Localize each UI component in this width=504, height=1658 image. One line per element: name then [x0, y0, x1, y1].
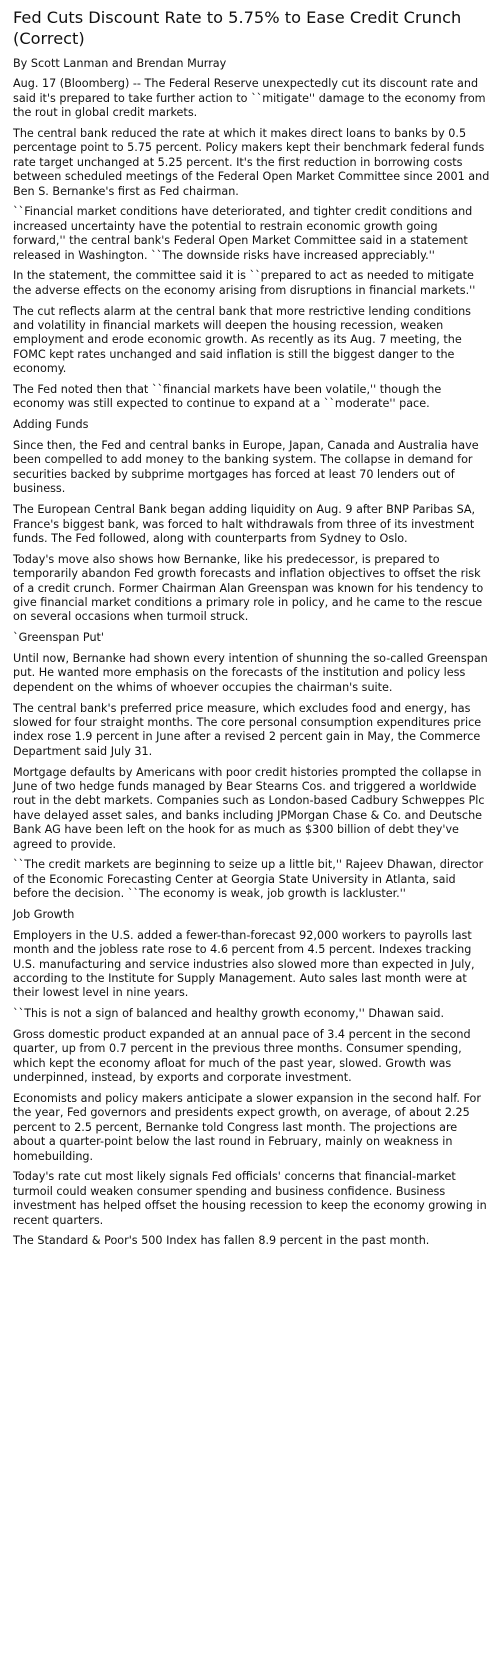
paragraph: The Standard & Poor's 500 Index has fallen 8.9 percent in the past month. — [13, 1234, 430, 1248]
paragraph: Since then, the Fed and central banks in Europe, Japan, Canada and Australia have been compelled to add money to the banking system. The collapse in demand for securities backed by subprime mortgages has forced at least 70 lenders out of business. — [13, 439, 479, 496]
paragraph: In the statement, the committee said it is ``prepared to act as needed to mitigate the adverse effects on the economy arising from disruptions in financial markets.'' — [13, 269, 476, 297]
paragraph: ``This is not a sign of balanced and healthy growth economy,'' Dhawan said. — [13, 1007, 445, 1021]
section-heading: `Greenspan Put' — [13, 631, 105, 645]
paragraph: Employers in the U.S. added a fewer-than-forecast 92,000 workers to payrolls last month and the jobless rate rose to 4.6 percent from 4.5 percent. Indexes tracking U.S. manufacturing and service industries also slowed more than expected in July, according to the Institute for Supply Management. Auto sales last month were at their lowest level in nine years. — [13, 928, 475, 1000]
paragraph: Mortgage defaults by Americans with poor credit histories prompted the collapse in June of two hedge funds managed by Bear Stearns Cos. and triggered a worldwide rout in the debt markets. Companies such as London-based Cadbury Schweppes Plc have delayed asset sales, and banks including JPMorgan Chase & Co. and Deutsche Bank AG have been left on the hook for as much as $300 billion of debt they've agreed to provide. — [13, 765, 485, 851]
paragraph: Until now, Bernanke had shown every intention of shunning the so-called Greenspan put. He wanted more emphasis on the forecasts of the institution and policy less dependent on the whims of whoever occupies the chairman's suite. — [13, 651, 488, 694]
paragraph: Today's rate cut most likely signals Fed officials' concerns that financial-market turmoil could weaken consumer spending and business confidence. Business investment has helped offset the housing recession to keep the economy growing in recent quarters. — [13, 1170, 487, 1227]
paragraph: The central bank's preferred price measure, which excludes food and energy, has slowed for four straight months. The core personal consumption expenditures price index rose 1.9 percent in June after a revised 2 percent gain in May, the Commerce Department said July 31. — [13, 701, 482, 758]
article-headline: Fed Cuts Discount Rate to 5.75% to Ease Credit Crunch (Correct) — [13, 8, 462, 48]
section-heading: Job Growth — [13, 907, 75, 921]
paragraph: Aug. 17 (Bloomberg) -- The Federal Reserve unexpectedly cut its discount rate and said it's prepared to take further action to ``mitigate'' damage to the economy from the rout in global credit markets. — [13, 77, 486, 120]
paragraph: The central bank reduced the rate at which it makes direct loans to banks by 0.5 percentage point to 5.75 percent. Policy makers kept their benchmark federal funds rate target unchanged at 5.25 percent. It's the first reduction in borrowing costs between scheduled meetings of the Federal Open Market Committee since 2001 and Ben S. Bernanke's first as Fed chairman. — [13, 127, 490, 198]
paragraph: The European Central Bank began adding liquidity on Aug. 9 after BNP Paribas SA, France's biggest bank, was forced to halt withdrawals from three of its investment funds. The Fed followed, along with counterparts from Sydney to Oslo. — [13, 503, 476, 545]
paragraph: The Fed noted then that ``financial markets have been volatile,'' though the economy was still expected to continue to expand at a ``moderate'' pace. — [13, 383, 442, 411]
paragraph: ``The credit markets are beginning to seize up a little bit,'' Rajeev Dhawan, director of the Economic Forecasting Center at Georgia State University in Atlanta, said before the decision. ``The economy is weak, job growth is lackluster.'' — [13, 858, 484, 901]
article-byline: By Scott Lanman and Brendan Murray — [13, 57, 227, 70]
paragraph: Gross domestic product expanded at an annual pace of 3.4 percent in the second quarter, up from 0.7 percent in the previous three months. Consumer spending, which kept the economy afloat for much of the past year, slowed. Growth was underpinned, instead, by exports and corporate investment. — [13, 1028, 471, 1085]
section-heading: Adding Funds — [13, 418, 89, 432]
paragraph: Today's move also shows how Bernanke, like his predecessor, is prepared to temporarily abandon Fed growth forecasts and inflation objectives to offset the risk of a credit crunch. Former Chairman Alan Greenspan was known for his tendency to give financial market conditions a primary role in policy, and he came to the rescue on several occasions when turmoil struck. — [13, 552, 484, 624]
paragraph: ``Financial market conditions have deteriorated, and tighter credit conditions and increased uncertainty have the potential to restrain economic growth going forward,'' the central bank's Federal Open Market Committee said in a statement released in Washington. ``The downside risks have increased appreciably.'' — [13, 205, 473, 262]
paragraph: Economists and policy makers anticipate a slower expansion in the second half. For the year, Fed governors and presidents expect growth, on average, of about 2.25 percent to 2.5 percent, Bernanke told Congress last month. The projections are about a quarter-point below the last round in February, mainly on weakness in homebuilding. — [13, 1092, 481, 1163]
paragraph: The cut reflects alarm at the central bank that more restrictive lending conditions and volatility in financial markets will deepen the housing recession, weaken employment and erode economic growth. As recently as its Aug. 7 meeting, the FOMC kept rates unchanged and said inflation is still the biggest danger to the economy. — [13, 304, 472, 376]
